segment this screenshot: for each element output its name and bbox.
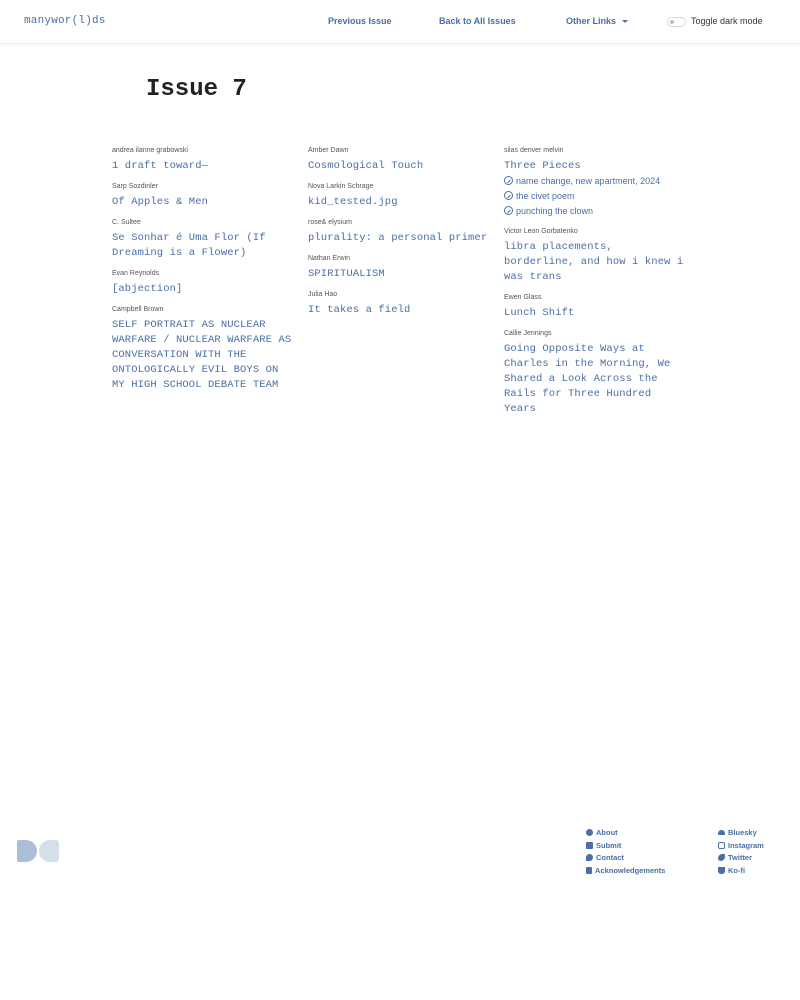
- work-title-link[interactable]: libra placements, borderline, and how i knew i was trans: [504, 241, 684, 283]
- footer-link-contact[interactable]: [586, 852, 665, 865]
- sub-piece-label: name change, new apartment, 2024: [516, 176, 661, 186]
- work-title-link[interactable]: Going Opposite Ways at Charles in the Morning, We Shared a Look Across the Rails for Three Hundred Years: [504, 343, 671, 415]
- author-name: C. Sultee: [112, 219, 141, 226]
- list-item: [308, 182, 488, 210]
- toggle-switch[interactable]: [667, 17, 686, 27]
- list-item: [308, 146, 488, 174]
- chat-icon: [586, 854, 593, 861]
- sub-piece-link[interactable]: [504, 174, 684, 189]
- work-title-link[interactable]: Three Pieces: [504, 160, 581, 172]
- footer-links-social: [718, 827, 764, 877]
- info-icon: [586, 829, 593, 836]
- work-title-link[interactable]: Se Sonhar é Uma Flor (If Dreaming is a Flower): [112, 232, 266, 259]
- work-title-link[interactable]: kid_tested.jpg: [308, 196, 398, 208]
- work-title-link[interactable]: SPIRITUALISM: [308, 268, 385, 280]
- list-item: [112, 305, 292, 393]
- footer-link-bluesky[interactable]: [718, 827, 764, 840]
- contents-column-3: [504, 146, 684, 425]
- footer-logo[interactable]: [17, 840, 61, 862]
- page-title: Issue 7: [146, 76, 247, 103]
- kofi-icon: [718, 867, 725, 874]
- list-item: [308, 218, 488, 246]
- site-brand[interactable]: manywor(l)ds: [24, 15, 106, 27]
- footer-link-label: Twitter: [728, 853, 753, 862]
- contents-column-2: [308, 146, 488, 326]
- toggle-label: Toggle dark mode: [691, 16, 763, 26]
- footer-link-label: Ko-fi: [728, 865, 746, 875]
- footer-link-about[interactable]: [586, 827, 665, 840]
- navbar: [0, 0, 800, 44]
- list-item: [308, 254, 488, 282]
- author-name: Ewen Glass: [504, 294, 542, 301]
- list-item: [112, 218, 292, 261]
- list-item: [112, 146, 292, 174]
- author-name: Nova Larkin Schrage: [308, 183, 374, 190]
- author-name: Nathan Erwin: [308, 255, 351, 262]
- work-title-link[interactable]: It takes a field: [308, 304, 411, 316]
- work-title-link[interactable]: [abjection]: [112, 283, 183, 295]
- bluesky-icon: [718, 830, 725, 835]
- other-links-dropdown[interactable]: [566, 16, 628, 26]
- work-title-link[interactable]: 1 draft toward—: [112, 160, 209, 172]
- footer-link-instagram[interactable]: [718, 840, 764, 853]
- previous-issue-link[interactable]: Previous Issue: [328, 16, 392, 26]
- list-item: [112, 269, 292, 297]
- author-name: Callie Jennings: [504, 330, 552, 337]
- footer-link-label: Submit: [596, 840, 622, 850]
- work-title-link[interactable]: Cosmological Touch: [308, 160, 424, 172]
- sub-piece-label: punching the clown: [516, 206, 594, 216]
- footer-link-label: Contact: [596, 853, 624, 862]
- sub-piece-link[interactable]: [504, 204, 684, 219]
- link-icon: [504, 176, 513, 185]
- inbox-icon: [586, 842, 593, 849]
- author-name: silas denver melvin: [504, 147, 564, 154]
- footer-link-label: Acknowledgements: [595, 865, 666, 875]
- logo-shape-right: [39, 840, 59, 862]
- author-name: Amber Dawn: [308, 147, 349, 154]
- back-to-all-issues-link[interactable]: Back to All Issues: [439, 16, 516, 26]
- sub-piece-list: [504, 174, 684, 219]
- twitter-icon: [718, 854, 725, 861]
- sub-piece-label: the civet poem: [516, 191, 575, 201]
- footer-link-label: Bluesky: [728, 828, 757, 837]
- sub-piece-link[interactable]: [504, 189, 684, 204]
- work-title-link[interactable]: SELF PORTRAIT AS NUCLEAR WARFARE / NUCLEAR WARFARE AS CONVERSATION WITH THE ONTOLOGICALLY EVIL BOYS ON MY HIGH SCHOOL DEBATE TEAM: [112, 319, 292, 391]
- footer-link-kofi[interactable]: [718, 865, 764, 878]
- footer-link-twitter[interactable]: [718, 852, 764, 865]
- footer-link-label: About: [596, 828, 618, 837]
- author-name: Sarp Sozdinler: [112, 183, 158, 190]
- footer-link-submit[interactable]: [586, 840, 665, 853]
- author-name: Julia Hao: [308, 291, 338, 298]
- footer-link-label: Instagram: [728, 840, 764, 850]
- contents-column-1: [112, 146, 292, 401]
- author-name: rose& elysium: [308, 219, 352, 226]
- list-item: [504, 293, 684, 321]
- book-icon: [586, 867, 592, 874]
- author-name: Evan Reynolds: [112, 270, 160, 277]
- work-title-link[interactable]: plurality: a personal primer: [308, 232, 488, 244]
- link-icon: [504, 191, 513, 200]
- author-name: Campbell Brown: [112, 306, 164, 313]
- list-item: [112, 182, 292, 210]
- work-title-link[interactable]: Of Apples & Men: [112, 196, 209, 208]
- footer-link-acknowledgements[interactable]: [586, 865, 665, 878]
- list-item: [504, 329, 684, 417]
- footer-links-site: [586, 827, 665, 877]
- toggle-knob: [670, 20, 674, 24]
- author-name: Victor Leon Gorbatenko: [504, 228, 578, 235]
- link-icon: [504, 206, 513, 215]
- list-item: [504, 227, 684, 285]
- work-title-link[interactable]: Lunch Shift: [504, 307, 575, 319]
- instagram-icon: [718, 842, 725, 849]
- chevron-down-icon: [622, 20, 628, 23]
- author-name: andrea ilanne grabowski: [112, 147, 188, 154]
- list-item: [504, 146, 684, 219]
- other-links-label: Other Links: [566, 16, 617, 26]
- logo-shape-left: [17, 840, 37, 862]
- list-item: [308, 290, 488, 318]
